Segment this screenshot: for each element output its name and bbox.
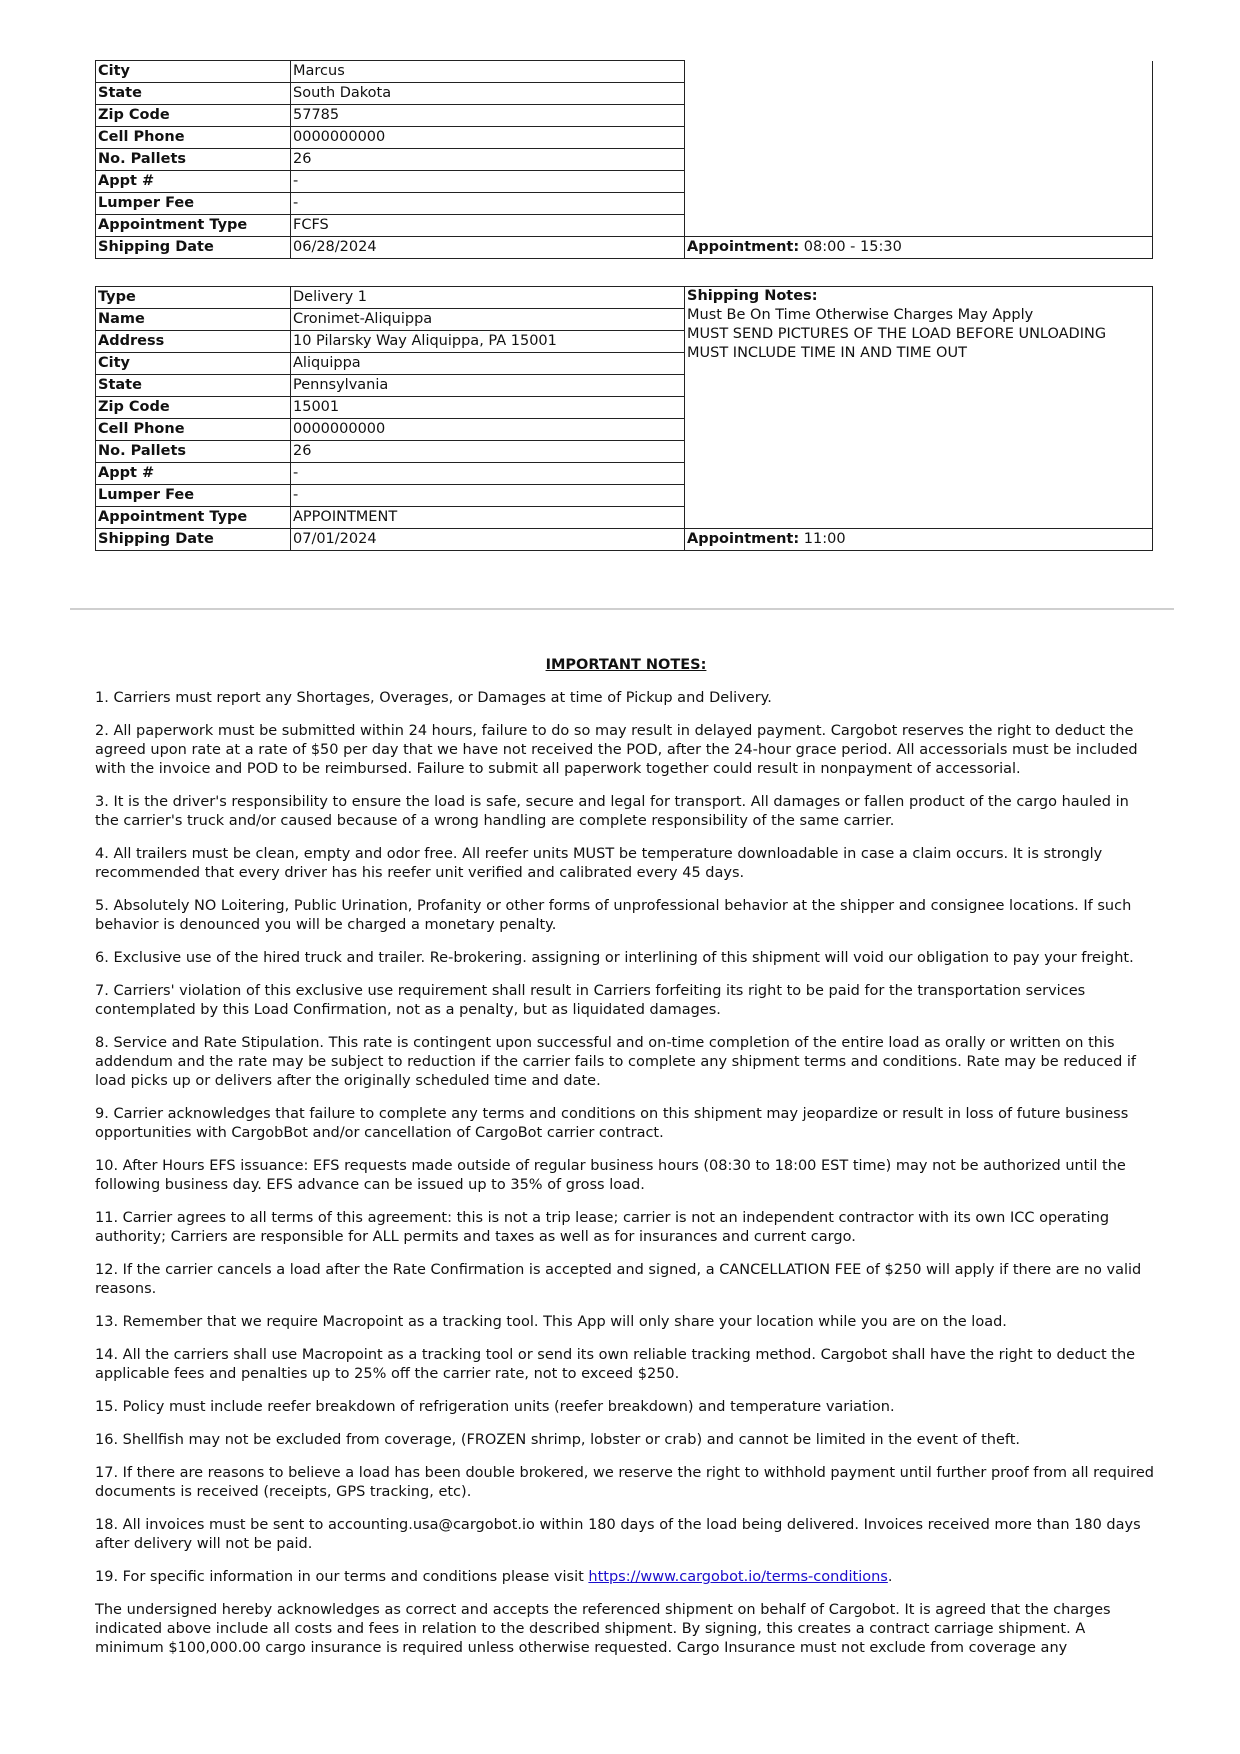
table-row: [96, 61, 1153, 83]
field-label: Lumper Fee: [96, 193, 291, 215]
important-notes-list: [95, 689, 1157, 1554]
note-item: 6. Exclusive use of the hired truck and trailer. Re-brokering. assigning or interlining of this shipment will void our obligation to pay your freight.: [95, 950, 1134, 966]
appointment-label: Appointment:: [687, 531, 800, 547]
field-value: 26: [291, 149, 685, 171]
field-label: Cell Phone: [96, 127, 291, 149]
field-value: Pennsylvania: [291, 375, 685, 397]
table-row: [96, 529, 1153, 551]
appointment-value: 08:00 - 15:30: [803, 239, 902, 255]
field-label: Shipping Date: [96, 237, 291, 259]
note-item: 3. It is the driver's responsibility to ensure the load is safe, secure and legal for transport. All damages or fallen product of the cargo hauled in the carrier's truck and/or caused because of a wrong handling are complete responsibility of the same carrier.: [95, 794, 1129, 829]
note-item: 18. All invoices must be sent to accounting.usa@cargobot.io within 180 days of the load being delivered. Invoices received more than 180 days after delivery will not be paid.: [95, 1517, 1141, 1552]
field-value: 10 Pilarsky Way Aliquippa, PA 15001: [291, 331, 685, 353]
appointment-value: 11:00: [803, 531, 846, 547]
field-value: APPOINTMENT: [291, 507, 685, 529]
shipping-notes-cell: [685, 287, 1153, 529]
note-item: 8. Service and Rate Stipulation. This rate is contingent upon successful and on-time completion of the entire load as orally or written on this addendum and the rate may be subject to reduction if the carrier fails to complete any shipment terms and conditions. Rate may be reduced if load picks up or delivers after the originally scheduled time and date.: [95, 1035, 1137, 1089]
note-item: 5. Absolutely NO Loitering, Public Urination, Profanity or other forms of unprofessional behavior at the shipper and consignee locations. If such behavior is denounced you will be charged a monetary penalty.: [95, 898, 1132, 933]
field-label: State: [96, 375, 291, 397]
delivery-stop-table: [95, 286, 1153, 551]
note-item: 12. If the carrier cancels a load after the Rate Confirmation is accepted and signed, a CANCELLATION FEE of $250 will apply if there are no valid reasons.: [95, 1262, 1142, 1297]
field-value: -: [291, 171, 685, 193]
field-label: State: [96, 83, 291, 105]
field-label: City: [96, 61, 291, 83]
appointment-label: Appointment:: [687, 239, 800, 255]
field-value: -: [291, 463, 685, 485]
note-item-19: 19. For specific information in our terms and conditions please visit https://www.cargobot.io/terms-conditions.: [95, 1569, 893, 1585]
field-value: 0000000000: [291, 419, 685, 441]
pickup-appointment: [685, 237, 1153, 259]
field-label: Appt #: [96, 171, 291, 193]
note-item: 1. Carriers must report any Shortages, Overages, or Damages at time of Pickup and Delivery.: [95, 690, 772, 706]
field-value: 57785: [291, 105, 685, 127]
field-label: Type: [96, 287, 291, 309]
pickup-stop-table: [95, 60, 1153, 259]
field-value: Cronimet-Aliquippa: [291, 309, 685, 331]
field-value: 0000000000: [291, 127, 685, 149]
shipping-note-line: MUST SEND PICTURES OF THE LOAD BEFORE UNLOADING: [687, 326, 1107, 342]
field-value: 07/01/2024: [291, 529, 685, 551]
note-item: 11. Carrier agrees to all terms of this agreement: this is not a trip lease; carrier is not an independent contractor with its own ICC operating authority; Carriers are responsible for ALL permits and taxes as well as for insurances and current cargo.: [95, 1210, 1110, 1245]
field-value: 15001: [291, 397, 685, 419]
field-value: FCFS: [291, 215, 685, 237]
field-value: -: [291, 485, 685, 507]
field-label: Appointment Type: [96, 215, 291, 237]
field-label: Zip Code: [96, 105, 291, 127]
note-item: 10. After Hours EFS issuance: EFS requests made outside of regular business hours (08:30 to 18:00 EST time) may not be authorized until the following business day. EFS advance can be issued up to 35% of gross load.: [95, 1158, 1126, 1193]
note-item: 2. All paperwork must be submitted within 24 hours, failure to do so may result in delayed payment. Cargobot reserves the right to deduct the agreed upon rate at a rate of $50 per day that we have not received the POD, after the 24-hour grace period. All accessorials must be included with the invoice and POD to be reimbursed. Failure to submit all paperwork together could result in nonpayment of accessorial.: [95, 723, 1138, 777]
field-value: -: [291, 193, 685, 215]
field-label: Lumper Fee: [96, 485, 291, 507]
table-row: [96, 287, 1153, 309]
field-value: Aliquippa: [291, 353, 685, 375]
field-value: South Dakota: [291, 83, 685, 105]
field-label: Name: [96, 309, 291, 331]
field-label: No. Pallets: [96, 441, 291, 463]
terms-conditions-link[interactable]: https://www.cargobot.io/terms-conditions: [588, 1569, 888, 1585]
note-item: 13. Remember that we require Macropoint as a tracking tool. This App will only share your location while you are on the load.: [95, 1314, 1007, 1330]
field-label: Appt #: [96, 463, 291, 485]
note-item: 17. If there are reasons to believe a load has been double brokered, we reserve the right to withhold payment until further proof from all required documents is received (receipts, GPS tracking, etc).: [95, 1465, 1154, 1500]
field-label: No. Pallets: [96, 149, 291, 171]
pickup-notes-cell: [685, 61, 1153, 237]
field-value: 06/28/2024: [291, 237, 685, 259]
field-label: City: [96, 353, 291, 375]
note-item: 16. Shellfish may not be excluded from coverage, (FROZEN shrimp, lobster or crab) and cannot be limited in the event of theft.: [95, 1432, 1021, 1448]
field-label: Address: [96, 331, 291, 353]
field-value: 26: [291, 441, 685, 463]
shipping-note-line: Must Be On Time Otherwise Charges May Apply: [687, 307, 1034, 323]
field-label: Appointment Type: [96, 507, 291, 529]
important-notes-title: IMPORTANT NOTES:: [545, 657, 707, 673]
field-value: Marcus: [291, 61, 685, 83]
note-item: 9. Carrier acknowledges that failure to complete any terms and conditions on this shipment may jeopardize or result in loss of future business opportunities with CargobBot and/or cancellation of CargoBot carrier contract.: [95, 1106, 1129, 1141]
important-notes-section: [95, 656, 1157, 1672]
shipping-note-line: MUST INCLUDE TIME IN AND TIME OUT: [687, 345, 967, 361]
note-item: 4. All trailers must be clean, empty and odor free. All reefer units MUST be temperature downloadable in case a claim occurs. It is strongly recommended that every driver has his reefer unit verified and calibrated every 45 days.: [95, 846, 1103, 881]
field-value: Delivery 1: [291, 287, 685, 309]
note-item: 7. Carriers' violation of this exclusive use requirement shall result in Carriers forfeiting its right to be paid for the transportation services contemplated by this Load Confirmation, not as a penalty, but as liquidated damages.: [95, 983, 1086, 1018]
field-label: Zip Code: [96, 397, 291, 419]
field-label: Shipping Date: [96, 529, 291, 551]
section-divider: [70, 608, 1174, 610]
acknowledgement-paragraph: The undersigned hereby acknowledges as correct and accepts the referenced shipment on behalf of Cargobot. It is agreed that the charges indicated above include all costs and fees in relation to the described shipment. By signing, this creates a contract carriage shipment. A minimum $100,000.00 cargo insurance is required unless otherwise requested. Cargo Insurance must not exclude from coverage any: [95, 1602, 1111, 1656]
table-row: [96, 237, 1153, 259]
note-item: 14. All the carriers shall use Macropoint as a tracking tool or send its own reliable tracking method. Cargobot shall have the right to deduct the applicable fees and penalties up to 25% off the carrier rate, not to exceed $250.: [95, 1347, 1136, 1382]
delivery-appointment: [685, 529, 1153, 551]
note-item: 15. Policy must include reefer breakdown of refrigeration units (reefer breakdown) and temperature variation.: [95, 1399, 895, 1415]
field-label: Cell Phone: [96, 419, 291, 441]
shipping-notes-title: Shipping Notes:: [687, 288, 818, 304]
